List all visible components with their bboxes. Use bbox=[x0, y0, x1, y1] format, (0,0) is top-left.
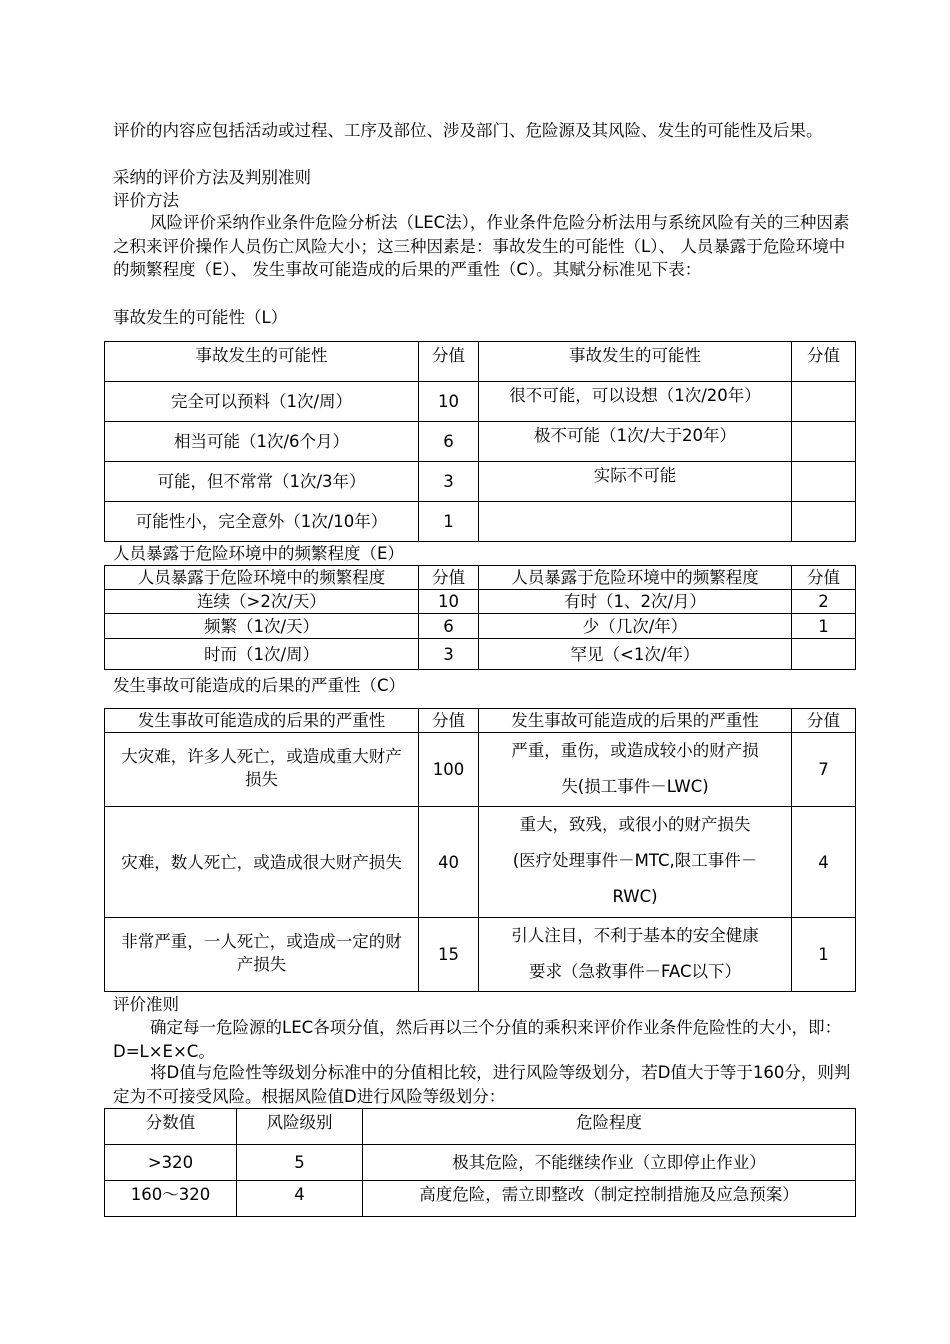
cell: 1 bbox=[419, 502, 479, 542]
cell: 可能性小，完全意外（1次/10年） bbox=[105, 502, 419, 542]
cell: 有时（1、2次/月） bbox=[479, 590, 792, 614]
cell: 3 bbox=[419, 639, 479, 670]
table-l-title: 事故发生的可能性（L） bbox=[113, 308, 288, 327]
cell: 少（几次/年） bbox=[479, 614, 792, 639]
cell-line: (医疗处理事件－MTC,限工事件－ bbox=[512, 851, 758, 870]
cell: 时而（1次/周） bbox=[105, 639, 419, 670]
header-cell: 分值 bbox=[419, 566, 479, 590]
cell: 10 bbox=[419, 382, 479, 422]
cell: 7 bbox=[792, 733, 856, 807]
cell bbox=[792, 382, 856, 422]
cell: 10 bbox=[419, 590, 479, 614]
table-c-title: 发生事故可能造成的后果的严重性（C） bbox=[113, 676, 406, 695]
cell: 罕见（<1次/年） bbox=[479, 639, 792, 670]
cell: 15 bbox=[419, 918, 479, 992]
cell bbox=[479, 733, 792, 807]
table-row bbox=[105, 1181, 856, 1217]
cell bbox=[479, 807, 792, 918]
cell-line: 严重，重伤，或造成较小的财产损 bbox=[511, 741, 759, 760]
cell-line: 重大，致残，或很小的财产损失 bbox=[519, 815, 751, 834]
cell: 频繁（1次/天） bbox=[105, 614, 419, 639]
cell: 灾难，数人死亡，或造成很大财产损失 bbox=[105, 807, 419, 918]
cell: 极不可能（1次/大于20年） bbox=[479, 422, 792, 462]
header-cell: 发生事故可能造成的后果的严重性 bbox=[479, 709, 792, 733]
cell: 4 bbox=[237, 1181, 363, 1217]
cell: 1 bbox=[792, 614, 856, 639]
cell: 1 bbox=[792, 918, 856, 992]
cell: 5 bbox=[237, 1145, 363, 1181]
table-header-row bbox=[105, 1109, 856, 1145]
cell-line: RWC) bbox=[612, 887, 658, 906]
cell: 6 bbox=[419, 422, 479, 462]
cell bbox=[792, 502, 856, 542]
header-cell: 人员暴露于危险环境中的频繁程度 bbox=[105, 566, 419, 590]
table-header-row bbox=[105, 342, 856, 382]
cell: 非常严重，一人死亡，或造成一定的财产损失 bbox=[105, 918, 419, 992]
table-row bbox=[105, 462, 856, 502]
table-header-row bbox=[105, 566, 856, 590]
cell: 高度危险，需立即整改（制定控制措施及应急预案） bbox=[363, 1181, 856, 1217]
table-row bbox=[105, 639, 856, 670]
header-cell: 分值 bbox=[419, 709, 479, 733]
cell: >320 bbox=[105, 1145, 237, 1181]
header-cell: 事故发生的可能性 bbox=[105, 342, 419, 382]
cell: 实际不可能 bbox=[479, 462, 792, 502]
table-e-title: 人员暴露于危险环境中的频繁程度（E） bbox=[113, 544, 404, 563]
cell: 大灾难，许多人死亡，或造成重大财产损失 bbox=[105, 733, 419, 807]
cell bbox=[479, 918, 792, 992]
header-cell: 人员暴露于危险环境中的频繁程度 bbox=[479, 566, 792, 590]
header-cell: 风险级别 bbox=[237, 1109, 363, 1145]
table-exposure bbox=[104, 565, 856, 670]
table-row bbox=[105, 1145, 856, 1181]
cell-line: 失(损工事件－LWC) bbox=[561, 777, 709, 796]
table-risk-grade bbox=[104, 1108, 856, 1217]
cell: 完全可以预料（1次/周） bbox=[105, 382, 419, 422]
table-row bbox=[105, 614, 856, 639]
table-consequence bbox=[104, 708, 856, 992]
table-row bbox=[105, 590, 856, 614]
header-cell: 分值 bbox=[792, 342, 856, 382]
cell bbox=[792, 422, 856, 462]
cell: 4 bbox=[792, 807, 856, 918]
table-row bbox=[105, 382, 856, 422]
cell-line: 引人注目，不利于基本的安全健康 bbox=[511, 926, 759, 945]
header-cell: 分值 bbox=[792, 566, 856, 590]
cell: 极其危险，不能继续作业（立即停止作业） bbox=[363, 1145, 856, 1181]
method-subheading: 评价方法 bbox=[113, 191, 179, 210]
cell: 连续（>2次/天） bbox=[105, 590, 419, 614]
cell bbox=[792, 639, 856, 670]
intro-paragraph: 评价的内容应包括活动或过程、工序及部位、涉及部门、危险源及其风险、发生的可能性及后果。 bbox=[113, 121, 823, 140]
header-cell: 分数值 bbox=[105, 1109, 237, 1145]
table-row bbox=[105, 733, 856, 807]
table-row bbox=[105, 807, 856, 918]
header-cell: 分值 bbox=[419, 342, 479, 382]
table-row bbox=[105, 918, 856, 992]
header-cell: 危险程度 bbox=[363, 1109, 856, 1145]
cell: 2 bbox=[792, 590, 856, 614]
cell-line: 要求（急救事件－FAC以下） bbox=[529, 962, 741, 981]
cell: 相当可能（1次/6个月） bbox=[105, 422, 419, 462]
cell: 很不可能，可以设想（1次/20年） bbox=[479, 382, 792, 422]
criteria-heading: 评价准则 bbox=[113, 995, 179, 1014]
method-paragraph: 风险评价采纳作业条件危险分析法（LEC法），作业条件危险分析法用与系统风险有关的三种因素之积来评价操作人员伤亡风险大小；这三种因素是：事故发生的可能性（L）、 人员暴露于危险环境中的频繁程度（E）、 发生事故可能造成的后果的严重性（C）。其赋分标准见下表： bbox=[113, 213, 850, 279]
cell: 3 bbox=[419, 462, 479, 502]
cell: 可能，但不常常（1次/3年） bbox=[105, 462, 419, 502]
cell: 160～320 bbox=[105, 1181, 237, 1217]
criteria-paragraph-2: 将D值与危险性等级划分标准中的分值相比较，进行风险等级划分，若D值大于等于160分，则判定为不可接受风险。根据风险值D进行风险等级划分： bbox=[113, 1063, 851, 1106]
table-row bbox=[105, 422, 856, 462]
header-cell: 发生事故可能造成的后果的严重性 bbox=[105, 709, 419, 733]
header-cell: 事故发生的可能性 bbox=[479, 342, 792, 382]
cell: 40 bbox=[419, 807, 479, 918]
table-header-row bbox=[105, 709, 856, 733]
header-cell: 分值 bbox=[792, 709, 856, 733]
criteria-paragraph-1: 确定每一危险源的LEC各项分值，然后再以三个分值的乘积来评价作业条件危险性的大小，即：D=L×E×C。 bbox=[113, 1018, 842, 1061]
method-heading: 采纳的评价方法及判别准则 bbox=[113, 168, 311, 187]
cell bbox=[792, 462, 856, 502]
table-likelihood bbox=[104, 341, 856, 542]
cell: 100 bbox=[419, 733, 479, 807]
cell: 6 bbox=[419, 614, 479, 639]
table-row bbox=[105, 502, 856, 542]
cell bbox=[479, 502, 792, 542]
